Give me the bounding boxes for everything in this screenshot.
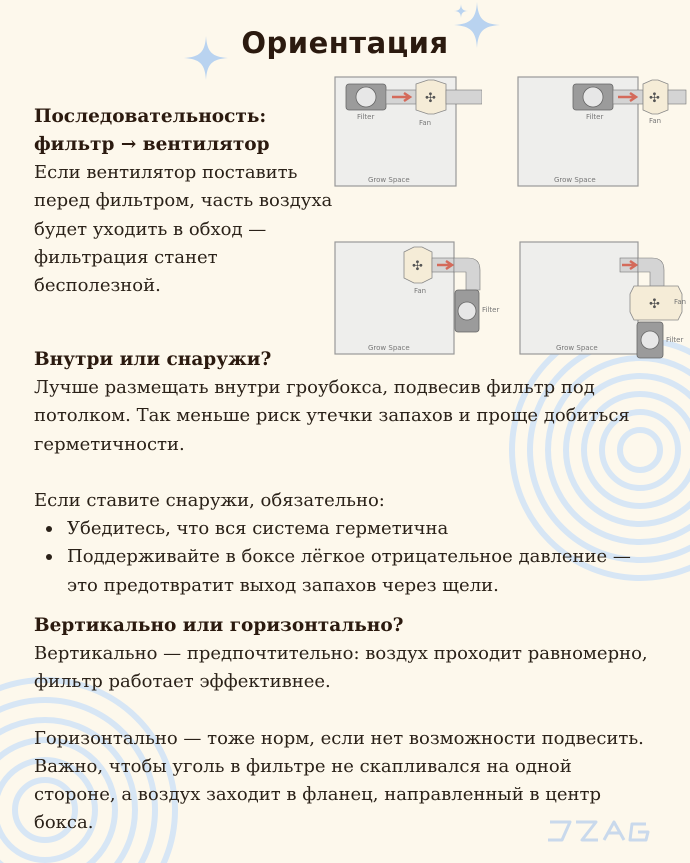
paragraph-line: Вертикально — предпочтительно: воздух проходит равномерно, xyxy=(34,643,648,664)
paragraph-line: стороне, а воздух заходит в фланец, направленный в центр xyxy=(34,784,601,806)
paragraph-line: бокса. xyxy=(34,812,94,834)
diagram-filter-fan-horizontal xyxy=(334,72,482,190)
diagram-label-filter: Filter xyxy=(666,336,684,344)
list-item-line: Убедитесь, что вся система герметична xyxy=(67,518,449,540)
fan-icon: ✣ xyxy=(649,297,660,312)
diagram-label-filter: Filter xyxy=(586,113,604,121)
section-heading: Вертикально или горизонтально? xyxy=(34,615,404,636)
paragraph-line: Лучше размещать внутри гроубокса, подвесив фильтр под xyxy=(34,377,595,398)
list-item xyxy=(67,543,674,600)
diagram-label-fan: Fan xyxy=(649,117,662,125)
paragraph-line: герметичности. xyxy=(34,433,185,455)
outside-intro: Если ставите снаружи, обязательно: xyxy=(34,489,385,511)
section-orientation xyxy=(34,612,674,838)
diagram-filter-vertical-outside xyxy=(334,238,508,360)
paragraph-line: перед фильтром, часть воздуха xyxy=(34,190,333,212)
section-heading: фильтр → вентилятор xyxy=(34,134,270,155)
diagram-label-grow-space: Grow Space xyxy=(368,176,410,184)
list-item-line: Поддерживайте в боксе лёгкое отрицательное давление — xyxy=(67,546,631,568)
diagram-label-fan: Fan xyxy=(674,298,687,306)
list-item xyxy=(67,515,674,543)
diagram-fan-filter-vertical-outside xyxy=(516,238,690,360)
section-sequence xyxy=(34,103,344,300)
page-title: Ориентация xyxy=(241,26,449,60)
section-heading: Внутри или снаружи? xyxy=(34,349,272,370)
diagram-label-fan: Fan xyxy=(414,287,427,295)
fan-icon: ✣ xyxy=(412,259,423,274)
paragraph-line: будет уходить в обход — xyxy=(34,218,267,240)
diagram-label-grow-space: Grow Space xyxy=(554,176,596,184)
diagram-label-grow-space: Grow Space xyxy=(368,344,410,352)
section-heading: Последовательность: xyxy=(34,106,267,127)
diagram-label-fan: Fan xyxy=(419,119,432,127)
diagram-label-filter: Filter xyxy=(482,306,500,314)
sparkle-icon xyxy=(454,4,468,18)
diagram-label-filter: Filter xyxy=(357,113,375,121)
paragraph-line: Горизонтально — тоже норм, если нет возможности подвесить. xyxy=(34,727,644,749)
fan-icon: ✣ xyxy=(649,91,660,106)
bullet-list xyxy=(34,515,674,600)
list-item-line: это предотвратит выход запахов через щели. xyxy=(67,574,499,596)
diagram-label-grow-space: Grow Space xyxy=(556,344,598,352)
section-inside-outside xyxy=(34,346,674,600)
paragraph-line: фильтр работает эффективнее. xyxy=(34,671,331,693)
paragraph-line: фильтрация станет xyxy=(34,246,218,268)
paragraph-line: бесполезной. xyxy=(34,275,161,297)
diagram-fan-outside xyxy=(516,72,690,190)
paragraph-line: Если вентилятор поставить xyxy=(34,162,298,183)
paragraph-line: потолком. Так меньше риск утечки запахов и проще добиться xyxy=(34,405,630,427)
fan-icon: ✣ xyxy=(425,91,436,106)
paragraph-line: Важно, чтобы уголь в фильтре не скапливался на одной xyxy=(34,755,572,777)
